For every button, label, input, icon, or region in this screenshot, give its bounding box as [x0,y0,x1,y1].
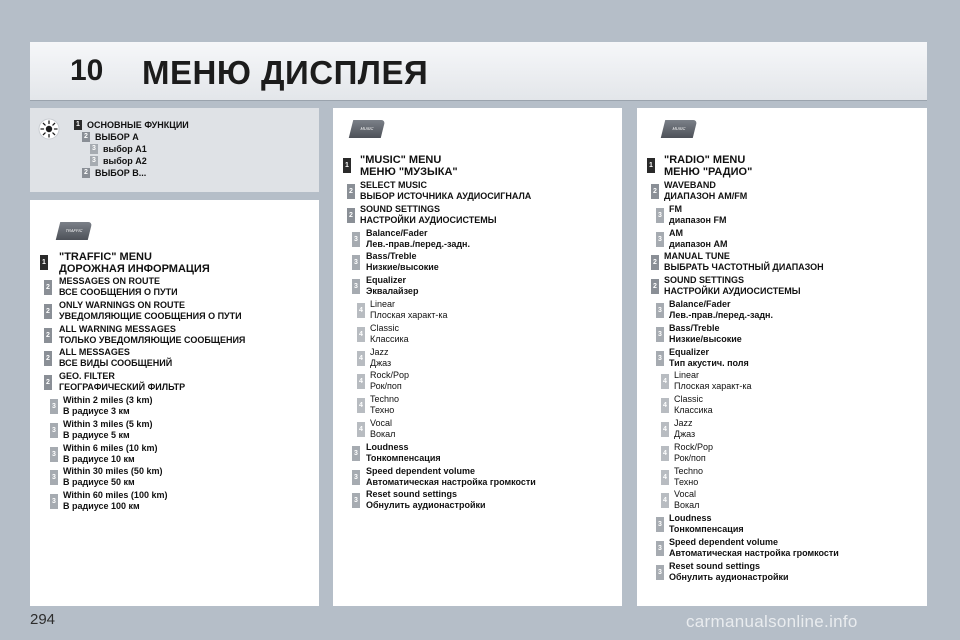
menu-item-sublabel: Обнулить аудионастройки [366,500,486,511]
menu-item-sublabel: В радиусе 100 км [63,501,140,512]
menu-item-label: FM [669,203,682,214]
menu-item-sublabel: диапазон AM [669,238,728,249]
traffic-menu-panel [30,200,319,606]
menu-item-sublabel: Классика [370,333,409,344]
menu-item-label: ONLY WARNINGS ON ROUTE [59,299,186,310]
level-badge: 4 [661,493,669,508]
menu-item-label: Within 2 miles (3 km) [63,395,153,405]
menu-item-label: выбор A1 [103,144,147,154]
level-badge: 3 [50,470,58,485]
menu-item-label: ОСНОВНЫЕ ФУНКЦИИ [87,120,189,130]
level-badge: 3 [656,303,664,318]
menu-item-sublabel: Лев.-прав./перед.-задн. [366,238,470,249]
menu-item-label: MANUAL TUNE [664,251,730,262]
level-badge: 3 [50,399,58,414]
menu-item [669,228,727,250]
menu-item-sublabel: Техно [370,405,395,416]
menu-item-sublabel: Эквалайзер [366,286,419,297]
level-badge: 3 [656,517,664,532]
brightness-icon [38,118,60,140]
menu-item [360,204,497,226]
menu-item-label: SOUND SETTINGS [664,275,745,286]
radio-icon [661,120,697,138]
menu-item [674,466,703,488]
menu-item [59,347,172,369]
menu-item [669,537,839,559]
level-badge: 3 [656,351,664,366]
level-badge: 3 [352,493,360,508]
menu-item-sublabel: Обнулить аудионастройки [669,571,789,582]
menu-item-label: Vocal [674,489,697,500]
menu-item [669,323,742,345]
menu-item-sublabel: ДИАПАЗОН AM/FM [664,191,748,201]
radio-icon-label: MUSIC [672,126,687,131]
menu-item [370,418,395,440]
menu-item [669,299,773,321]
menu-item-sublabel: В радиусе 3 км [63,406,130,416]
menu-item-label: MESSAGES ON ROUTE [59,276,161,286]
level-badge: 2 [651,255,659,270]
menu-item [63,419,152,441]
menu-item [59,251,210,275]
level-badge: 3 [656,565,664,580]
menu-item [674,489,699,511]
menu-item-label: Within 60 miles (100 km) [63,490,168,501]
level-badge: 4 [357,351,365,366]
level-badge: 2 [44,304,52,319]
menu-item-label: Within 6 miles (10 km) [63,442,158,453]
menu-item [370,370,409,392]
menu-item [63,443,157,465]
menu-item [664,251,824,273]
menu-item-sublabel: Тонкомпенсация [669,524,744,535]
level-badge: 2 [44,375,52,390]
level-badge: 3 [352,232,360,247]
menu-item-sublabel: Рок/поп [674,452,706,463]
music-icon [349,120,385,138]
menu-item [360,180,531,202]
level-badge: 2 [82,132,90,142]
menu-item-label: ВЫБОР B... [95,168,147,178]
main-functions-panel [30,108,319,192]
level-badge: 4 [357,327,365,342]
menu-item-sublabel: Классика [674,405,713,416]
level-badge: 1 [343,158,351,173]
menu-item-label: Jazz [674,418,693,428]
menu-item-label: "MUSIC" MENU [360,154,442,166]
menu-item [669,561,789,583]
menu-item [674,370,752,392]
menu-item-sublabel: ВСЕ СООБЩЕНИЯ О ПУТИ [59,287,178,297]
level-badge: 2 [44,328,52,343]
level-badge: 4 [661,470,669,485]
menu-item-label: Reset sound settings [366,489,458,500]
level-badge: 4 [357,374,365,389]
menu-item-label: Reset sound settings [669,560,761,571]
menu-item [366,275,418,297]
menu-item-sublabel: НАСТРОЙКИ АУДИОСИСТЕМЫ [360,214,497,225]
menu-item-label: Loudness [669,513,712,524]
menu-item-label: Rock/Pop [674,441,714,452]
menu-item-label: Rock/Pop [370,370,410,381]
menu-item-sublabel: ВЫБОР ИСТОЧНИКА АУДИОСИГНАЛА [360,191,532,201]
level-badge: 2 [44,280,52,295]
menu-item-sublabel: Плоская характ-ка [370,310,448,320]
level-badge: 3 [656,232,664,247]
level-badge: 3 [90,156,98,166]
level-badge: 3 [90,144,98,154]
level-badge: 1 [40,255,48,270]
menu-item [59,324,245,346]
menu-item [674,442,713,464]
page-title: МЕНЮ ДИСПЛЕЯ [142,54,429,91]
menu-item-label: выбор A2 [103,156,147,166]
menu-item-sublabel: диапазон FM [669,214,727,225]
level-badge: 2 [651,279,659,294]
menu-item [63,395,152,417]
menu-item [366,466,536,488]
watermark: carmanualsonline.info [686,612,858,631]
menu-item [366,489,486,511]
menu-item [59,371,185,393]
level-badge: 3 [352,279,360,294]
menu-item-sublabel: ВСЕ ВИДЫ СООБЩЕНИЙ [59,358,173,369]
menu-item-sublabel: В радиусе 50 км [63,477,135,488]
menu-item [87,120,189,131]
menu-item [59,276,178,298]
menu-item-sublabel: Автоматическая настройка громкости [669,548,839,558]
menu-item-label: Bass/Treble [366,251,417,262]
menu-item-sublabel: Вокал [674,500,700,511]
music-menu-panel [333,108,622,606]
menu-item [370,299,448,321]
menu-item-label: "TRAFFIC" MENU [59,251,152,263]
menu-item-label: Classic [674,394,704,405]
menu-item [95,132,139,143]
menu-item [366,251,439,273]
menu-item [360,154,458,178]
level-badge: 4 [661,374,669,389]
level-badge: 4 [357,398,365,413]
level-badge: 2 [651,184,659,199]
level-badge: 1 [647,158,655,173]
menu-item [669,347,749,369]
menu-item-label: Speed dependent volume [366,465,476,476]
menu-item-sublabel: НАСТРОЙКИ АУДИОСИСТЕМЫ [664,286,801,297]
level-badge: 4 [661,422,669,437]
menu-item [669,513,744,535]
level-badge: 3 [50,447,58,462]
menu-item-sublabel: Джаз [370,357,392,368]
menu-item-label: WAVEBAND [664,180,716,190]
menu-item [664,275,801,297]
level-badge: 4 [661,398,669,413]
level-badge: 2 [44,351,52,366]
menu-item-label: Balance/Fader [366,227,428,238]
menu-item-sublabel: МЕНЮ "РАДИО" [664,166,753,178]
menu-item-label: GEO. FILTER [59,371,115,382]
menu-item-label: Equalizer [366,275,407,286]
menu-item-sublabel: В радиусе 5 км [63,429,130,440]
menu-item-sublabel: Техно [674,476,699,487]
menu-item-sublabel: ДОРОЖНАЯ ИНФОРМАЦИЯ [59,263,210,275]
menu-item-label: Techno [370,394,400,405]
menu-item [674,418,695,440]
menu-item-label: Within 30 miles (50 km) [63,466,163,477]
menu-item-sublabel: ВЫБРАТЬ ЧАСТОТНЫЙ ДИАПАЗОН [664,262,824,273]
menu-item-label: Equalizer [669,346,710,357]
menu-item-sublabel: УВЕДОМЛЯЮЩИЕ СООБЩЕНИЯ О ПУТИ [59,310,242,321]
level-badge: 3 [50,494,58,509]
menu-item-sublabel: Рок/поп [370,381,402,392]
menu-item-label: AM [669,227,683,238]
traffic-icon [56,222,92,240]
chapter-number: 10 [70,54,104,87]
menu-item-sublabel: ТОЛЬКО УВЕДОМЛЯЮЩИЕ СООБЩЕНИЯ [59,334,246,345]
menu-item-label: Bass/Treble [669,322,720,333]
menu-item-label: Within 3 miles (5 km) [63,418,153,429]
menu-item [95,168,146,179]
level-badge: 2 [82,168,90,178]
menu-item-label: Jazz [370,346,389,357]
menu-item [103,144,147,155]
menu-item [669,204,726,226]
level-badge: 4 [357,303,365,318]
menu-item-sublabel: Лев.-прав./перед.-задн. [669,310,773,320]
menu-item-sublabel: Низкие/высокие [366,262,439,273]
traffic-icon-label: TRAFFIC [65,228,84,233]
menu-item-label: Vocal [370,418,393,428]
level-badge: 2 [347,208,355,223]
level-badge: 3 [656,541,664,556]
menu-item [63,466,162,488]
level-badge: 1 [74,120,82,130]
menu-item-label: Linear [370,299,396,309]
menu-item-sublabel: В радиусе 10 км [63,453,135,464]
menu-item-label: ВЫБОР A [95,132,139,142]
music-icon-label: MUSIC [360,126,375,131]
menu-item [59,300,242,322]
menu-item [674,394,713,416]
level-badge: 2 [347,184,355,199]
menu-item-label: Linear [674,370,700,381]
menu-item-sublabel: ГЕОГРАФИЧЕСКИЙ ФИЛЬТР [59,382,186,393]
menu-item-label: ALL MESSAGES [59,347,130,358]
menu-item [103,156,147,167]
menu-item-label: Loudness [366,441,409,452]
menu-item [366,442,441,464]
level-badge: 3 [656,327,664,342]
menu-item-sublabel: Низкие/высокие [669,333,742,344]
menu-item [370,394,399,416]
menu-item-label: Speed dependent volume [669,537,779,547]
menu-item-sublabel: Тонкомпенсация [366,452,441,463]
radio-menu-panel [637,108,927,606]
level-badge: 3 [352,470,360,485]
menu-item [366,228,470,250]
menu-item-label: SELECT MUSIC [360,180,428,190]
menu-item-label: Classic [370,322,400,333]
level-badge: 3 [50,423,58,438]
menu-item-label: "RADIO" MENU [664,154,746,166]
page-number: 294 [30,611,56,628]
level-badge: 3 [352,446,360,461]
menu-item [370,347,391,369]
menu-item [664,180,747,202]
menu-item-sublabel: Плоская характ-ка [674,381,752,392]
menu-item-sublabel: Вокал [370,429,396,439]
menu-item-sublabel: Автоматическая настройка громкости [366,476,536,487]
menu-item-sublabel: Тип акустич. поля [669,357,749,368]
menu-item-sublabel: МЕНЮ "МУЗЫКА" [360,166,458,178]
menu-item-label: Balance/Fader [669,299,731,309]
menu-item [664,154,752,178]
level-badge: 4 [357,422,365,437]
menu-item [370,323,409,345]
menu-item-label: SOUND SETTINGS [360,203,441,214]
menu-item-label: ALL WARNING MESSAGES [59,323,176,334]
level-badge: 3 [656,208,664,223]
menu-item-label: Techno [674,465,704,476]
menu-item-sublabel: Джаз [674,429,696,439]
level-badge: 3 [352,255,360,270]
menu-item [63,490,167,512]
level-badge: 4 [661,446,669,461]
